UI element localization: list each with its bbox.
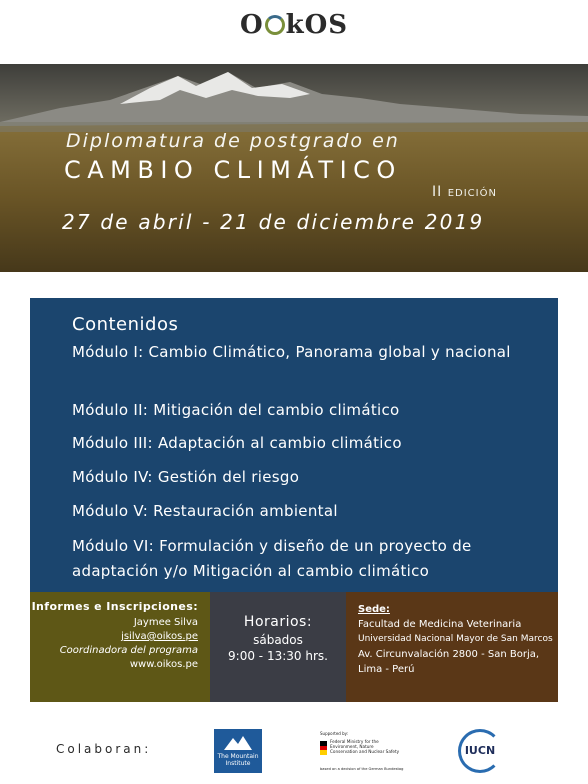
- bmu-footnote: based on a decision of the German Bundestag: [320, 767, 404, 771]
- tmi-text: The Mountain Institute: [217, 753, 259, 767]
- module-item: Módulo III: Adaptación al cambio climático: [72, 434, 402, 452]
- iucn-logo: [458, 729, 502, 773]
- contents-title: Contenidos: [72, 314, 179, 335]
- mountain-institute-logo: [214, 729, 262, 773]
- edition-label: [432, 184, 497, 200]
- logo-letters-os: OS: [304, 10, 349, 40]
- info-panel: [30, 592, 210, 702]
- hero-title: CAMBIO CLIMÁTICO: [64, 156, 402, 184]
- colaboran-label: Colaboran:: [56, 742, 152, 756]
- module-item: Módulo IV: Gestión del riesgo: [72, 468, 300, 486]
- module-item: Módulo VI: Formulación y diseño de un proyecto de adaptación y/o Mitigación al cambio climático: [72, 537, 472, 580]
- oikos-swirl-icon: [265, 15, 285, 35]
- oikos-logo: [0, 10, 588, 40]
- module-item: Módulo V: Restauración ambiental: [72, 502, 338, 520]
- bmu-name: Federal Ministry for the Environment, Nature Conservation and Nuclear Safety: [330, 739, 400, 754]
- iucn-text: IUCN: [464, 744, 496, 757]
- venue-line: Lima - Perú: [358, 664, 415, 675]
- program-dates: 27 de abril - 21 de diciembre 2019: [62, 210, 485, 234]
- logo-letter-k: k: [285, 10, 305, 40]
- schedule-panel: [210, 592, 346, 702]
- german-flag-icon: [320, 741, 327, 755]
- mountain-icon: [224, 734, 252, 750]
- edition-number: II: [432, 184, 443, 200]
- edition-word: EDICIÓN: [447, 188, 497, 199]
- schedule-day: sábados: [253, 633, 303, 647]
- logo-letter-o: O: [239, 10, 264, 40]
- logo-text: [240, 10, 348, 40]
- venue-line: Facultad de Medicina Veterinaria: [358, 619, 522, 630]
- module-item: Módulo II: Mitigación del cambio climático: [72, 401, 400, 419]
- contact-name: Jaymee Silva: [133, 617, 198, 628]
- venue-panel: [346, 592, 558, 702]
- contact-role: Coordinadora del programa: [59, 645, 198, 656]
- venue-line: Universidad Nacional Mayor de San Marcos: [358, 634, 553, 644]
- venue-line: Av. Circunvalación 2800 - San Borja,: [358, 649, 540, 660]
- bmu-logo: [314, 727, 404, 775]
- hero-banner: [0, 64, 588, 272]
- bmu-supported-label: Supported by:: [320, 731, 349, 736]
- schedule-hours: 9:00 - 13:30 hrs.: [228, 649, 328, 663]
- module-item: Módulo I: Cambio Climático, Panorama global y nacional: [72, 343, 511, 361]
- contact-email-link[interactable]: jsilva@oikos.pe: [121, 631, 198, 642]
- info-title: Informes e Inscripciones:: [31, 600, 198, 613]
- hero-subtitle: Diplomatura de postgrado en: [66, 130, 400, 152]
- contents-panel: [30, 298, 558, 592]
- venue-title: Sede:: [358, 604, 390, 615]
- schedule-title: Horarios:: [243, 614, 313, 630]
- website-link[interactable]: www.oikos.pe: [129, 659, 198, 670]
